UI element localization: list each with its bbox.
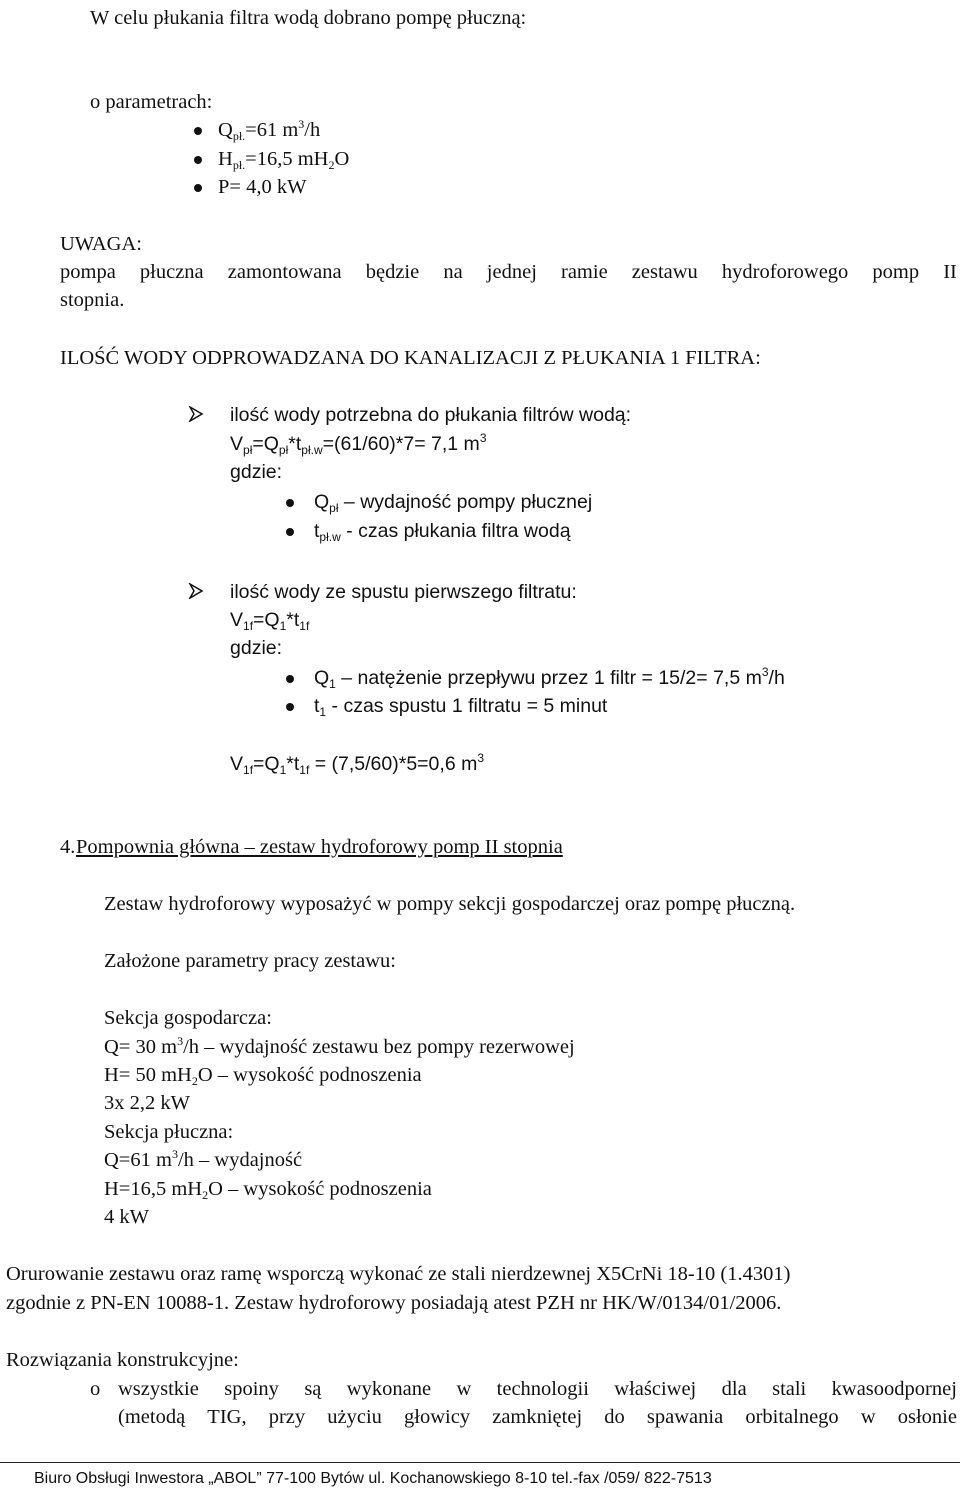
bullet-icon	[194, 156, 202, 164]
intro-text: W celu płukania filtra wodą dobrano pompę płuczną:	[90, 7, 527, 29]
bullet-icon	[286, 703, 294, 711]
uwaga-label: UWAGA:	[60, 233, 142, 255]
bullet-icon	[286, 499, 294, 507]
word: jednej	[486, 261, 537, 283]
item2-def-q: $Q_1$ – natężenie przepływu przez 1 filtr = 15/2= 7,5 $m^3/h$	[314, 665, 785, 691]
bullet-icon	[194, 184, 202, 192]
uwaga-text	[60, 260, 957, 284]
item2-gdzie: gdzie:	[230, 637, 283, 659]
word: na	[443, 261, 463, 283]
word: TIG,	[207, 1406, 247, 1428]
rozwiazania-heading: Rozwiązania konstrukcyjne:	[6, 1349, 239, 1371]
sekcja-gosp-moc: 3x 2,2 kW	[104, 1092, 190, 1114]
zestaw-text: Zestaw hydroforowy wyposażyć w pompy sekcji gospodarczej oraz pompę płuczną.	[104, 893, 796, 915]
word: zamontowana	[227, 261, 342, 283]
chapter-title: Pompownia główna – zestaw hydroforowy pomp II stopnia	[76, 836, 563, 858]
params-heading: o parametrach:	[90, 91, 213, 113]
item1-def-q: $Q_{pł}$ – wydajność pompy płucznej	[314, 491, 593, 515]
item1-def-t: $t_{pł.w}$ - czas płukania filtra wodą	[314, 520, 571, 544]
rozwiazania-item-line2	[118, 1405, 957, 1429]
word: II	[943, 261, 957, 283]
word: ramie	[561, 261, 608, 283]
sekcja-gosp-h: H= 50 mH2O – wysokość podnoszenia	[104, 1064, 422, 1088]
sekcja-plucz-h: H=16,5 mH2O – wysokość podnoszenia	[104, 1178, 432, 1202]
word: przy	[268, 1406, 306, 1428]
footer-text: Biuro Obsługi Inwestora „ABOL” 77-100 Bytów ul. Kochanowskiego 8-10 tel.-fax /059/ 822-7513	[34, 1470, 712, 1487]
orurowanie-line1: Orurowanie zestawu oraz ramę wsporczą wykonać ze stali nierdzewnej X5CrNi 18-10 (1.4301)	[6, 1263, 791, 1285]
arrow-bullet-icon	[188, 583, 204, 599]
item2-result: $V_{1f}=Q_1*t_{1f} = (7,5/60)*5=0,6$ $m^3$	[230, 751, 485, 777]
item1-formula: $V_{pł}=Q_{pł}*t_{pł.w}=(61/60)*7= 7,1$ $m^3$	[230, 431, 487, 457]
word: płuczna	[139, 261, 204, 283]
word: zamkniętej	[492, 1406, 583, 1428]
item2-title: ilość wody ze spustu pierwszego filtratu:	[230, 581, 577, 603]
zalozone-text: Założone parametry pracy zestawu:	[104, 950, 396, 972]
word: (metodą	[118, 1406, 186, 1428]
sekcja-gosp-label: Sekcja gospodarcza:	[104, 1007, 272, 1029]
word: zestawu	[631, 261, 698, 283]
word: będzie	[365, 261, 420, 283]
bullet-icon	[194, 127, 202, 135]
word: osłonie	[897, 1406, 957, 1428]
word: głowicy	[404, 1406, 471, 1428]
word: w	[860, 1406, 876, 1428]
word: wszystkie	[118, 1378, 199, 1400]
word: kwasoodpornej	[831, 1378, 957, 1400]
word: spawania	[646, 1406, 724, 1428]
word: spoiny	[224, 1378, 279, 1400]
word: użyciu	[327, 1406, 382, 1428]
word: do	[604, 1406, 625, 1428]
word: w	[456, 1378, 472, 1400]
param-q: Qpł.=61 $m^3/h$	[218, 117, 321, 143]
footer-divider	[0, 1462, 960, 1463]
bullet-icon	[286, 528, 294, 536]
chapter-number: 4.	[60, 836, 76, 858]
uwaga-text-end: stopnia.	[60, 289, 125, 311]
sekcja-gosp-q: Q= 30 $m^3/h$ – wydajność zestawu bez pompy rezerwowej	[104, 1034, 575, 1058]
bullet-icon	[286, 675, 294, 683]
sekcja-plucz-label: Sekcja płuczna:	[104, 1121, 234, 1143]
word: technologii	[496, 1378, 589, 1400]
word: pompa	[60, 261, 116, 283]
item1-gdzie: gdzie:	[230, 461, 283, 483]
section-heading: ILOŚĆ WODY ODPROWADZANA DO KANALIZACJI Z PŁUKANIA 1 FILTRA:	[60, 347, 761, 369]
rozwiazania-item-line1	[118, 1377, 957, 1401]
word: hydroforowego	[721, 261, 849, 283]
sekcja-plucz-moc: 4 kW	[104, 1206, 149, 1228]
word: właściwej	[614, 1378, 697, 1400]
word: orbitalnego	[745, 1406, 839, 1428]
item2-def-t: $t_1$ - czas spustu 1 filtratu = 5 minut	[314, 695, 608, 719]
word: stali	[772, 1378, 807, 1400]
word: są	[304, 1378, 322, 1400]
param-p: P= 4,0 kW	[218, 176, 307, 198]
item2-formula: $V_{1f}=Q_1*t_{1f}$	[230, 609, 310, 633]
word: dla	[721, 1378, 747, 1400]
item1-title: ilość wody potrzebna do płukania filtrów wodą:	[230, 404, 632, 426]
param-h: Hpł.=16,5 mH2O	[218, 148, 350, 172]
word: wykonane	[346, 1378, 432, 1400]
sekcja-plucz-q: Q=61 $m^3/h$ – wydajność	[104, 1147, 303, 1171]
list-bullet-o: o	[90, 1378, 101, 1400]
orurowanie-line2: zgodnie z PN-EN 10088-1. Zestaw hydroforowy posiadają atest PZH nr HK/W/0134/01/2006.	[6, 1292, 782, 1314]
word: pomp	[872, 261, 920, 283]
arrow-bullet-icon	[188, 406, 204, 422]
